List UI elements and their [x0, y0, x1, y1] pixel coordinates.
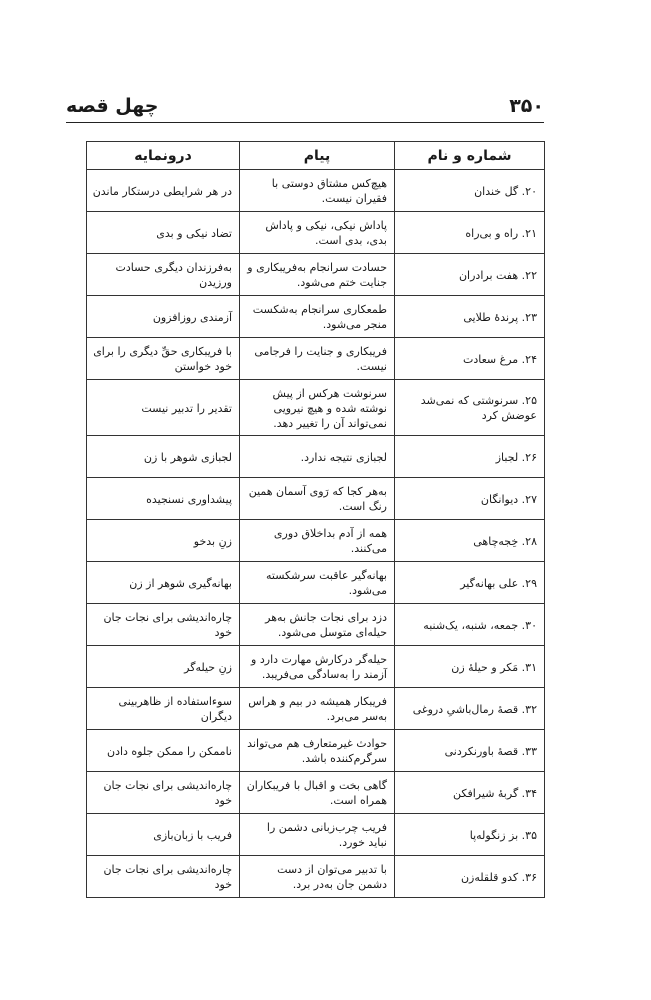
- table-row: [87, 688, 545, 730]
- header-rule: [66, 122, 544, 123]
- story-name: ۳۵. بز زنگوله‌پا: [395, 814, 545, 856]
- story-theme: پیشداوری نسنجیده: [87, 478, 240, 520]
- story-theme: تقدیر را تدبیر نیست: [87, 380, 240, 436]
- story-theme: با فریبکاری حقِّ دیگری را برای خود خواستن: [87, 338, 240, 380]
- table-row: [87, 730, 545, 772]
- story-theme: فریب با زبان‌بازی: [87, 814, 240, 856]
- story-name: ۳۴. گربهٔ شیرافکن: [395, 772, 545, 814]
- story-message: حوادث غیرمتعارف هم می‌تواند سرگرم‌کننده باشد.: [240, 730, 395, 772]
- story-theme: آزمندی روزافزون: [87, 296, 240, 338]
- table-row: [87, 254, 545, 296]
- table-row: [87, 772, 545, 814]
- story-name: ۲۴. مرغ سعادت: [395, 338, 545, 380]
- story-theme: زنِ بدخو: [87, 520, 240, 562]
- table-row: [87, 436, 545, 478]
- column-header-theme: درونمایه: [87, 142, 240, 170]
- table-row: [87, 856, 545, 898]
- table-row: [87, 814, 545, 856]
- story-name: ۲۳. پرندهٔ طلایی: [395, 296, 545, 338]
- story-message: فریبکاری و جنایت را فرجامی نیست.: [240, 338, 395, 380]
- story-message: فریب چرب‌زبانی دشمن را نباید خورد.: [240, 814, 395, 856]
- story-message: فریبکار همیشه در بیم و هراس به‌سر می‌برد.: [240, 688, 395, 730]
- page-header: [66, 95, 544, 123]
- story-theme: تضاد نیکی و بدی: [87, 212, 240, 254]
- table-row: [87, 604, 545, 646]
- story-name: ۳۰. جمعه، شنبه، یک‌شنبه: [395, 604, 545, 646]
- story-name: ۲۸. خِجه‌چاهی: [395, 520, 545, 562]
- story-message: سرنوشت هرکس از پیش نوشته شده و هیچ نیرویی نمی‌تواند آن را تغییر دهد.: [240, 380, 395, 436]
- story-theme: چاره‌اندیشی برای نجات جان خود: [87, 856, 240, 898]
- story-name: ۲۰. گل خندان: [395, 170, 545, 212]
- story-theme: در هر شرایطی درستکار ماندن: [87, 170, 240, 212]
- story-message: با تدبیر می‌توان از دست دشمن جان به‌در برد.: [240, 856, 395, 898]
- story-name: ۲۲. هفت برادران: [395, 254, 545, 296]
- story-theme: بهانه‌گیری شوهر از زن: [87, 562, 240, 604]
- table-row: [87, 338, 545, 380]
- table-row: [87, 380, 545, 436]
- story-message: حیله‌گر درکارش مهارت دارد و آزمند را به‌سادگی می‌فریبد.: [240, 646, 395, 688]
- story-theme: زنِ حیله‌گر: [87, 646, 240, 688]
- page-number: ۳۵۰: [509, 95, 544, 117]
- story-message: حسادت سرانجام به‌فریبکاری و جنایت ختم می‌شود.: [240, 254, 395, 296]
- table-row: [87, 562, 545, 604]
- story-name: ۲۱. راه و بی‌راه: [395, 212, 545, 254]
- story-message: بهانه‌گیر عاقبت سرشکسته می‌شود.: [240, 562, 395, 604]
- story-message: گاهی بخت و اقبال با فریبکاران همراه است.: [240, 772, 395, 814]
- column-header-message: پیام: [240, 142, 395, 170]
- book-title: چهل قصه: [66, 95, 159, 117]
- story-message: دزد برای نجات جانش به‌هر حیله‌ای متوسل می‌شود.: [240, 604, 395, 646]
- story-message: طمعکاری سرانجام به‌شکست منجر می‌شود.: [240, 296, 395, 338]
- table-row: [87, 646, 545, 688]
- story-name: ۳۱. مَکر و حیلهٔ زن: [395, 646, 545, 688]
- story-name: ۳۶. کدو قلقله‌زن: [395, 856, 545, 898]
- table-row: [87, 478, 545, 520]
- story-name: ۲۶. لجباز: [395, 436, 545, 478]
- story-message: به‌هر کجا که رَوی آسمان همین رنگ است.: [240, 478, 395, 520]
- story-message: پاداش نیکی، نیکی و پاداش بدی، بدی است.: [240, 212, 395, 254]
- story-message: هیچ‌کس مشتاق دوستی با فقیران نیست.: [240, 170, 395, 212]
- story-message: همه از آدم بداخلاق دوری می‌کنند.: [240, 520, 395, 562]
- story-theme: ناممکن را ممکن جلوه دادن: [87, 730, 240, 772]
- table-row: [87, 520, 545, 562]
- table-header-row: [87, 142, 545, 170]
- table-row: [87, 212, 545, 254]
- story-theme: به‌فرزندان دیگری حسادت ورزیدن: [87, 254, 240, 296]
- story-theme: چاره‌اندیشی برای نجات جان خود: [87, 604, 240, 646]
- story-name: ۳۳. قصهٔ باورنکردنی: [395, 730, 545, 772]
- story-name: ۲۹. علی بهانه‌گیر: [395, 562, 545, 604]
- story-name: ۲۵. سرنوشتی که نمی‌شد عوضش کرد: [395, 380, 545, 436]
- story-theme: چاره‌اندیشی برای نجات جان خود: [87, 772, 240, 814]
- story-name: ۳۲. قصهٔ رمال‌باشیِ دروغی: [395, 688, 545, 730]
- column-header-name: شماره و نام: [395, 142, 545, 170]
- story-theme: سوءاستفاده از ظاهربینی دیگران: [87, 688, 240, 730]
- table-row: [87, 170, 545, 212]
- story-theme: لجبازی شوهر با زن: [87, 436, 240, 478]
- story-message: لجبازی نتیجه ندارد.: [240, 436, 395, 478]
- story-name: ۲۷. دیوانگان: [395, 478, 545, 520]
- stories-table: [86, 141, 545, 898]
- table-row: [87, 296, 545, 338]
